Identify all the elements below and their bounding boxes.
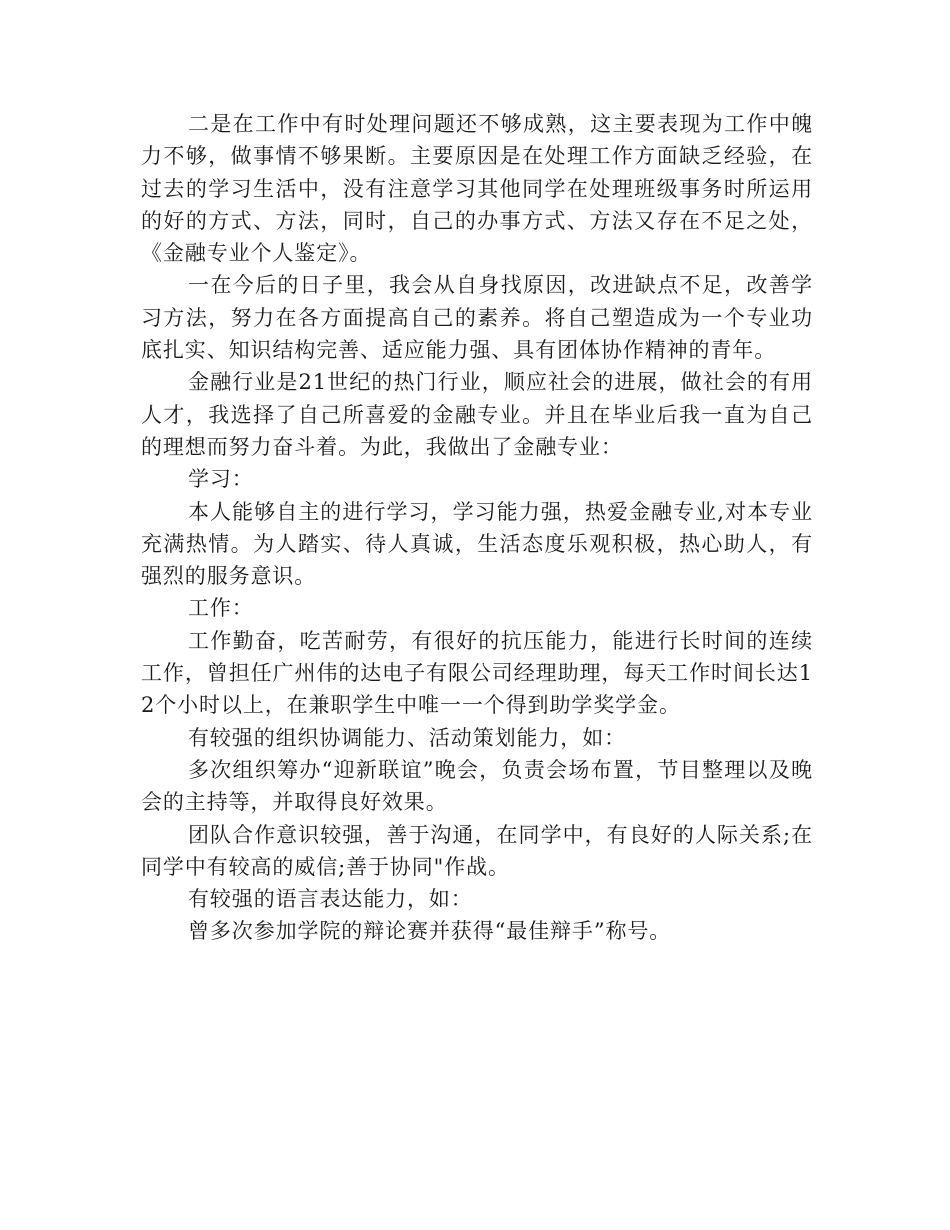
heading-work: 工作： [188, 596, 254, 621]
paragraph-finance-industry: 金融行业是21世纪的热门行业，顺应社会的进展，做社会的有用人才，我选择了自己所喜爱的金融专业。并且在毕业后我一直为自己的理想而努力奋斗着。为此，我做出了金融专业： [141, 370, 813, 459]
paragraph-debate: 曾多次参加学院的辩论赛并获得“最佳辩手”称号。 [188, 919, 672, 944]
paragraph-party-organizing: 多次组织筹办“迎新联谊”晚会，负责会场布置，节目整理以及晚会的主持等，并取得良好效果。 [141, 757, 813, 815]
heading-study: 学习： [188, 467, 254, 492]
paragraph-teamwork: 团队合作意识较强，善于沟通，在同学中，有良好的人际关系;在同学中有较高的威信;善于协同"作战。 [141, 822, 813, 879]
paragraph-work: 工作勤奋，吃苦耐劳，有很好的抗压能力，能进行长时间的连续工作，曾担任广州伟的达电子有限公司经理助理，每天工作时间长达12个小时以上，在兼职学生中唯一一个得到助学奖学金。 [141, 628, 813, 718]
paragraph-shortcomings: 二是在工作中有时处理问题还不够成熟，这主要表现为工作中魄力不够，做事情不够果断。主要原因是在处理工作方面缺乏经验，在过去的学习生活中，没有注意学习其他同学在处理班级事务时所运用的好的方式、方法，同时，自己的办事方式、方法又存在不足之处，《金融专业个人鉴定》。 [141, 112, 813, 266]
paragraph-improvement: 一在今后的日子里，我会从自身找原因，改进缺点不足，改善学习方法，努力在各方面提高自己的素养。将自己塑造成为一个专业功底扎实、知识结构完善、适应能力强、具有团体协作精神的青年。 [141, 273, 813, 363]
document-body [141, 108, 813, 948]
paragraph-study: 本人能够自主的进行学习，学习能力强，热爱金融专业,对本专业充满热情。为人踏实、待人真诚，生活态度乐观积极，热心助人，有强烈的服务意识。 [141, 499, 813, 589]
paragraph-language-ability: 有较强的语言表达能力，如： [188, 887, 473, 912]
paragraph-organization-ability: 有较强的组织协调能力、活动策划能力，如： [188, 725, 626, 750]
